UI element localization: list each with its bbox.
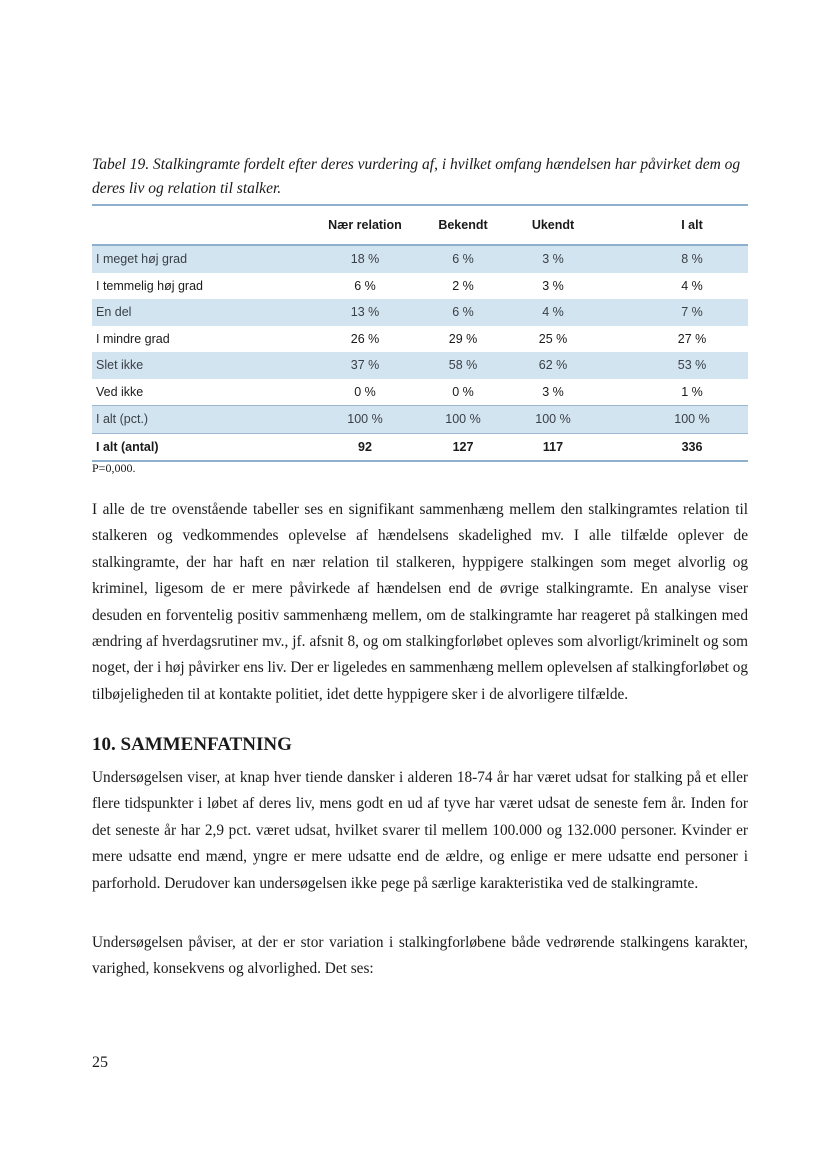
table-cell: 3 % xyxy=(542,252,564,267)
table-cell: 25 % xyxy=(538,331,568,346)
table-cell: 100 % xyxy=(535,412,571,427)
table-row xyxy=(92,273,748,300)
row-label: I alt (pct.) xyxy=(96,412,149,427)
table-cell: 3 % xyxy=(542,384,564,399)
table-cell: 336 xyxy=(681,439,703,454)
table-cell: 7 % xyxy=(681,305,703,320)
table-cell: 100 % xyxy=(445,412,481,427)
section-heading: 10. SAMMENFATNING xyxy=(92,734,292,755)
table-cell: 53 % xyxy=(677,358,707,373)
table-cell: 0 % xyxy=(354,384,376,399)
table-cell: 6 % xyxy=(354,278,376,293)
row-label: Ved ikke xyxy=(96,384,144,399)
table-row xyxy=(92,406,748,433)
row-label: I meget høj grad xyxy=(96,252,188,267)
data-table xyxy=(92,204,748,462)
body-paragraph-3: Undersøgelsen påviser, at der er stor variation i stalkingforløbene både vedrørende stalkingens karakter, varighed, konsekvens og alvorlighed. Det ses: xyxy=(92,934,748,978)
page-number: 25 xyxy=(92,1054,108,1071)
table-cell: 58 % xyxy=(448,358,478,373)
table-cell: 1 % xyxy=(681,384,703,399)
table-cell: 13 % xyxy=(350,305,380,320)
header-naer-relation: Nær relation xyxy=(328,218,402,232)
table-cell: 8 % xyxy=(681,252,703,267)
body-paragraph-2: Undersøgelsen viser, at knap hver tiende dansker i alderen 18-74 år har været udsat for stalking på et eller flere tidspunkter i løbet af deres liv, mens godt en ud af tyve har været udsat de seneste fem år. Inden for det seneste år har 2,9 pct. været udsat, hvilket svarer til mellem 100.000 og 132.000 personer. Kvinder er mere udsatte end mænd, yngre er mere udsatte end de ældre, og enlige er mere udsatte end personer i parforhold. Derudover kan undersøgelsen ikke pege på særlige karakteristika ved de stalkingramte. xyxy=(92,769,748,892)
header-bekendt: Bekendt xyxy=(438,218,488,232)
table-bottom-rule xyxy=(92,460,748,462)
table-header-row xyxy=(92,206,748,244)
table-cell: 0 % xyxy=(452,384,474,399)
row-label: Slet ikke xyxy=(96,358,144,373)
table-cell: 6 % xyxy=(452,305,474,320)
row-label: En del xyxy=(96,305,132,320)
table-cell: 100 % xyxy=(674,412,710,427)
table-row xyxy=(92,246,748,273)
table-row xyxy=(92,326,748,353)
table-cell: 37 % xyxy=(350,358,380,373)
table-cell: 62 % xyxy=(538,358,568,373)
table-row xyxy=(92,352,748,379)
table-cell: 100 % xyxy=(347,412,383,427)
table-cell: 18 % xyxy=(350,252,380,267)
table-cell: 26 % xyxy=(350,331,380,346)
header-i-alt: I alt xyxy=(681,218,703,232)
header-ukendt: Ukendt xyxy=(531,218,575,232)
row-label: I temmelig høj grad xyxy=(96,278,203,293)
table-cell: 127 xyxy=(452,439,474,454)
table-row xyxy=(92,434,748,461)
p-value-note: P=0,000. xyxy=(92,461,136,475)
table-cell: 27 % xyxy=(677,331,707,346)
table-cell: 3 % xyxy=(542,278,564,293)
table-cell: 92 xyxy=(358,439,372,454)
table-cell: 2 % xyxy=(452,278,474,293)
row-label: I alt (antal) xyxy=(96,439,159,454)
row-label: I mindre grad xyxy=(96,331,170,346)
table-cell: 4 % xyxy=(542,305,564,320)
body-paragraph-1: I alle de tre ovenstående tabeller ses en signifikant sammenhæng mellem den stalkingramtes relation til stalkeren og vedkommendes oplevelse af hændelsens skadelighed mv. I alle tilfælde oplever de stalkingramte, der har haft en nær relation til stalkeren, hyppigere stalkingen som meget alvorlig og kriminel, ligesom de er mere påvirkede af hændelsen end de øvrige stalkingramte. En analyse viser desuden en forventelig positiv sammenhæng mellem, om de stalkingramte har reageret på stalkingen med ændring af hverdagsrutiner mv., jf. afsnit 8, og om stalkingforløbet opleves som alvorligt/kriminelt og som noget, der i høj påvirker ens liv. Der er ligeledes en sammenhæng mellem oplevelsen af stalkingforløbet og tilbøjeligheden til at kontakte politiet, idet dette hyppigere sker i de alvorligere tilfælde. xyxy=(92,501,748,703)
table-row xyxy=(92,379,748,406)
table-cell: 4 % xyxy=(681,278,703,293)
table-cell: 29 % xyxy=(448,331,478,346)
table-cell: 6 % xyxy=(452,252,474,267)
table-row xyxy=(92,299,748,326)
table-caption: Tabel 19. Stalkingramte fordelt efter deres vurdering af, i hvilket omfang hændelsen har påvirket dem og deres liv og relation til stalker. xyxy=(92,156,741,197)
table-cell: 117 xyxy=(542,439,564,454)
